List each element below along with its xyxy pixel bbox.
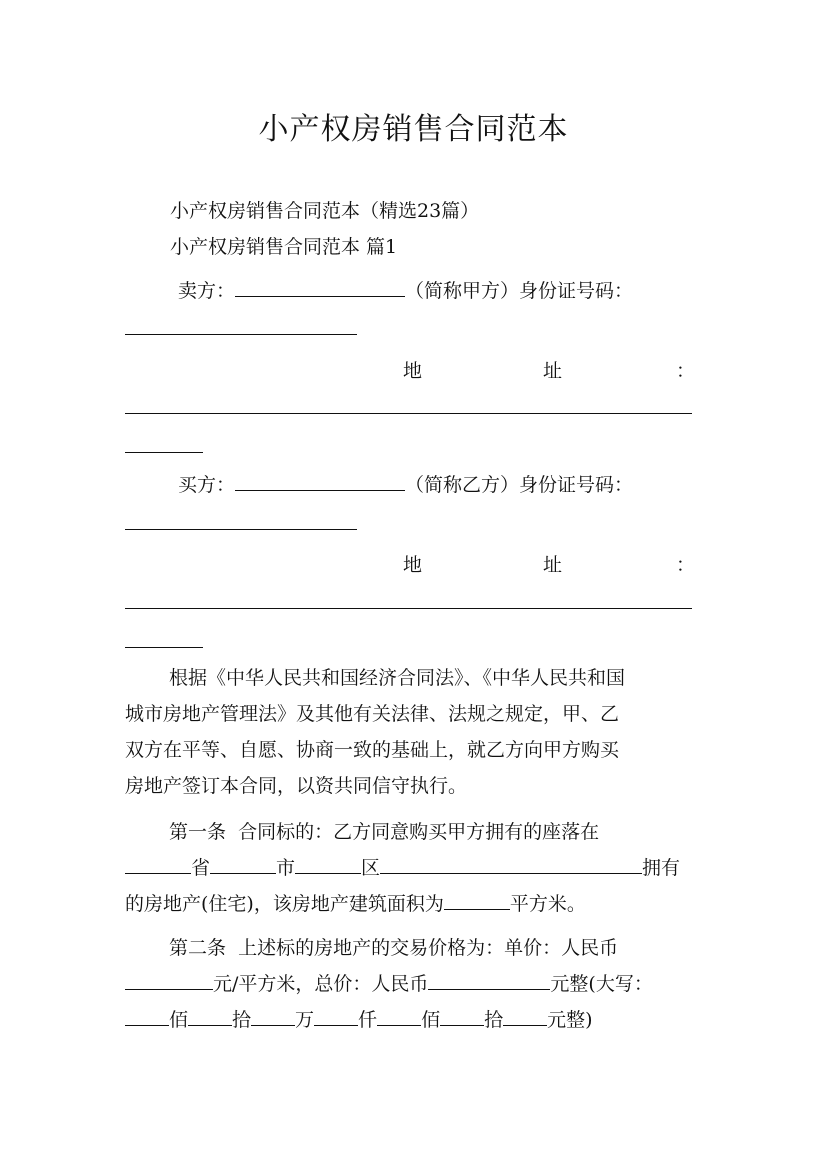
seller-address-colon: ： bbox=[676, 360, 696, 382]
buyer-address-char-1: 地 bbox=[403, 554, 423, 576]
yuan-blank[interactable] bbox=[503, 1007, 547, 1026]
district-label: 区 bbox=[361, 857, 381, 879]
bai-blank[interactable] bbox=[125, 1007, 169, 1026]
unit-price-blank[interactable] bbox=[125, 971, 213, 990]
seller-note: （简称甲方）身份证号码： bbox=[405, 280, 634, 302]
intro-line-3: 双方在平等、自愿、协商一致的基础上，就乙方向甲方购买 bbox=[125, 739, 620, 761]
seller-address-blank[interactable] bbox=[125, 413, 692, 414]
intro-line-4: 房地产签订本合同，以资共同信守执行。 bbox=[125, 775, 468, 797]
intro-paragraph bbox=[125, 660, 705, 804]
wan-label: 万 bbox=[295, 1009, 315, 1031]
buyer-note: （简称乙方）身份证号码： bbox=[405, 474, 634, 496]
article-2-line-2 bbox=[125, 966, 705, 1002]
article-1 bbox=[125, 814, 705, 922]
area-unit: 平方米。 bbox=[509, 893, 586, 915]
article-2-line-1: 第二条 上述标的房地产的交易价格为：单价：人民币 bbox=[169, 937, 619, 959]
intro-line-1: 根据《中华人民共和国经济合同法》、《中华人民共和国 bbox=[169, 667, 626, 689]
bai2-blank[interactable] bbox=[377, 1007, 421, 1026]
total-price-text: 元整(大写： bbox=[550, 973, 653, 995]
buyer-label: 买方： bbox=[178, 474, 236, 496]
province-blank[interactable] bbox=[125, 855, 191, 874]
seller-name-blank[interactable] bbox=[235, 278, 405, 297]
bai2-label: 佰 bbox=[421, 1009, 441, 1031]
article-2-line-3 bbox=[125, 1002, 705, 1038]
seller-label: 卖方： bbox=[178, 280, 236, 302]
shi-label: 拾 bbox=[232, 1009, 252, 1031]
qian-blank[interactable] bbox=[314, 1007, 358, 1026]
buyer-id-blank[interactable] bbox=[125, 529, 357, 530]
area-text: 的房地产(住宅)，该房地产建筑面积为 bbox=[125, 893, 444, 915]
buyer-address-blank-2[interactable] bbox=[125, 647, 203, 648]
shi-blank[interactable] bbox=[188, 1007, 232, 1026]
buyer-line bbox=[178, 472, 633, 498]
seller-line bbox=[178, 278, 633, 304]
own-label: 拥有 bbox=[642, 857, 681, 879]
shi2-label: 拾 bbox=[484, 1009, 504, 1031]
subtitle: 小产权房销售合同范本（精选23篇） bbox=[170, 200, 480, 222]
yuan-label: 元整) bbox=[547, 1009, 593, 1031]
seller-address-blank-2[interactable] bbox=[125, 452, 203, 453]
article-2 bbox=[125, 930, 705, 1038]
bai-label: 佰 bbox=[169, 1009, 189, 1031]
city-label: 市 bbox=[276, 857, 296, 879]
city-blank[interactable] bbox=[210, 855, 276, 874]
section-heading: 小产权房销售合同范本 篇1 bbox=[170, 236, 398, 258]
article-1-line-2 bbox=[125, 850, 705, 886]
article-1-line-3 bbox=[125, 886, 705, 922]
district-blank[interactable] bbox=[295, 855, 361, 874]
total-price-blank[interactable] bbox=[428, 971, 550, 990]
buyer-address-blank[interactable] bbox=[125, 608, 692, 609]
seller-address-char-2: 址 bbox=[543, 360, 563, 382]
seller-address-char-1: 地 bbox=[403, 360, 423, 382]
seller-id-blank[interactable] bbox=[125, 334, 357, 335]
wan-blank[interactable] bbox=[251, 1007, 295, 1026]
unit-price-text: 元/平方米，总价：人民币 bbox=[213, 973, 429, 995]
article-1-line-1: 第一条 合同标的：乙方同意购买甲方拥有的座落在 bbox=[169, 821, 600, 843]
shi2-blank[interactable] bbox=[440, 1007, 484, 1026]
qian-label: 仟 bbox=[358, 1009, 378, 1031]
location-blank[interactable] bbox=[380, 855, 642, 874]
area-blank[interactable] bbox=[444, 891, 510, 910]
intro-line-2: 城市房地产管理法》及其他有关法律、法规之规定，甲、乙 bbox=[125, 703, 620, 725]
buyer-address-char-2: 址 bbox=[543, 554, 563, 576]
buyer-name-blank[interactable] bbox=[235, 472, 405, 491]
province-label: 省 bbox=[191, 857, 211, 879]
page-title: 小产权房销售合同范本 bbox=[258, 112, 569, 147]
buyer-address-colon: ： bbox=[676, 554, 696, 576]
